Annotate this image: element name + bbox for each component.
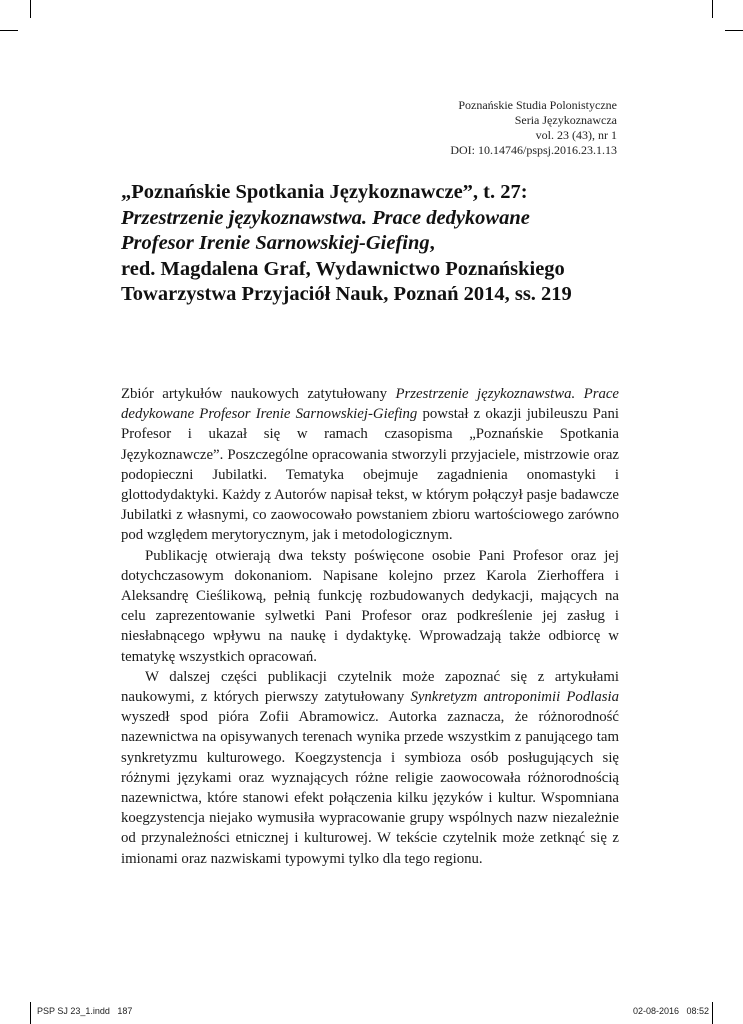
paragraph-3 <box>121 667 619 869</box>
title-line-1: „Poznańskie Spotkania Językoznawcze”, t. 27: <box>121 181 528 203</box>
title-line-2: Przestrzenie językoznawstwa. Prace dedykowane <box>121 206 530 229</box>
paragraph-1-book-title: Przestrzenie językoznawstwa. Prace dedykowane Profesor Irenie Sarnowskiej-Giefing <box>121 386 619 423</box>
paragraph-2: Publikację otwierają dwa teksty poświęcone osobie Pani Profesor oraz jej dotychczasowym dokonaniom. Napisane kolejno przez Karola Zierhoffera i Aleksandrę Cieślikową, pełnią funkcję rozbudowanych dedykacji, mających na celu zaprezentowanie sylwetki Pani Profesor oraz podkreślenie jej zasług i niesłabnącego wpływu na naukę i dydaktykę. Wprowadzają także odbiorcę w tematykę wszystkich opracowań. <box>121 547 619 665</box>
crop-mark-top-left <box>30 0 31 18</box>
title-line-3-comma: , <box>429 232 435 254</box>
paragraph-3-article-title: Synkretyzm antroponimii Podlasia <box>410 689 619 706</box>
journal-volume: vol. 23 (43), nr 1 <box>535 128 617 142</box>
title-line-5: Towarzystwa Przyjaciół Nauk, Poznań 2014, ss. 219 <box>121 283 572 305</box>
journal-header <box>450 98 617 158</box>
journal-name: Poznańskie Studia Polonistyczne <box>458 98 617 112</box>
title-line-4: red. Magdalena Graf, Wydawnictwo Poznańskiego <box>121 257 565 280</box>
review-title <box>121 180 621 308</box>
title-line-3-italic: Profesor Irenie Sarnowskiej-Giefing <box>121 232 430 254</box>
journal-series: Seria Językoznawcza <box>514 113 617 127</box>
crop-mark-right-top <box>725 30 743 31</box>
journal-doi: DOI: 10.14746/pspsj.2016.23.1.13 <box>450 143 617 157</box>
footer-file-info: PSP SJ 23_1.indd 187 <box>37 1006 133 1016</box>
paragraph-3-start: W dalszej części publikacji czytelnik może zapoznać się z artykułami naukowymi, z których pierwszy zatytułowany <box>121 668 619 706</box>
title-line-3 <box>121 231 621 257</box>
paragraph-3-rest: wyszedł spod pióra Zofii Abramowicz. Autorka zaznacza, że różnorodność nazewnictwa na opisywanych terenach wynika przede wszystkim z panującego tam synkretyzmu kulturowego. Koegzystencja i symbioza osób posługujących się różnymi językami oraz wyznających różne religie zaowocowała różnorodnością nazewnictwa, które stanowi efekt połączenia kilku języków i kultur. Wspomniana koegzystencja niejako wymusiła wypracowanie grupy wspólnych nazw niezależnie od przynależności etnicznej i kulturowej. W tekście czytelnik może zetknąć się z imionami oraz nazwiskami typowymi tylko dla tego regionu. <box>121 709 619 867</box>
crop-mark-left-top <box>0 30 18 31</box>
crop-mark-top-right <box>712 0 713 18</box>
paragraph-1 <box>121 384 619 546</box>
crop-mark-bottom-right <box>712 1002 713 1024</box>
paragraph-1-rest: powstał z okazji jubileuszu Pani Profesor i ukazał się w ramach czasopisma „Poznańskie Spotkania Językoznawcze”. Poszczególne opracowania stworzyli przyjaciele, mistrzowie oraz podopieczni Jubilatki. Tematyka obejmuje zagadnienia onomastyki i glottodydaktyki. Każdy z Autorów napisał tekst, w którym połączył pasje badawcze Jubilatki z własnymi, co zaowocowało powstaniem zbioru wartościowego zarówno pod względem merytorycznym, jak i metodologicznym. <box>121 406 619 544</box>
footer-date: 02-08-2016 08:52 <box>632 1006 709 1016</box>
paragraph-1-start: Zbiór artykułów naukowych zatytułowany <box>121 386 396 402</box>
crop-mark-bottom-left <box>30 1002 31 1024</box>
article-body <box>121 384 619 869</box>
